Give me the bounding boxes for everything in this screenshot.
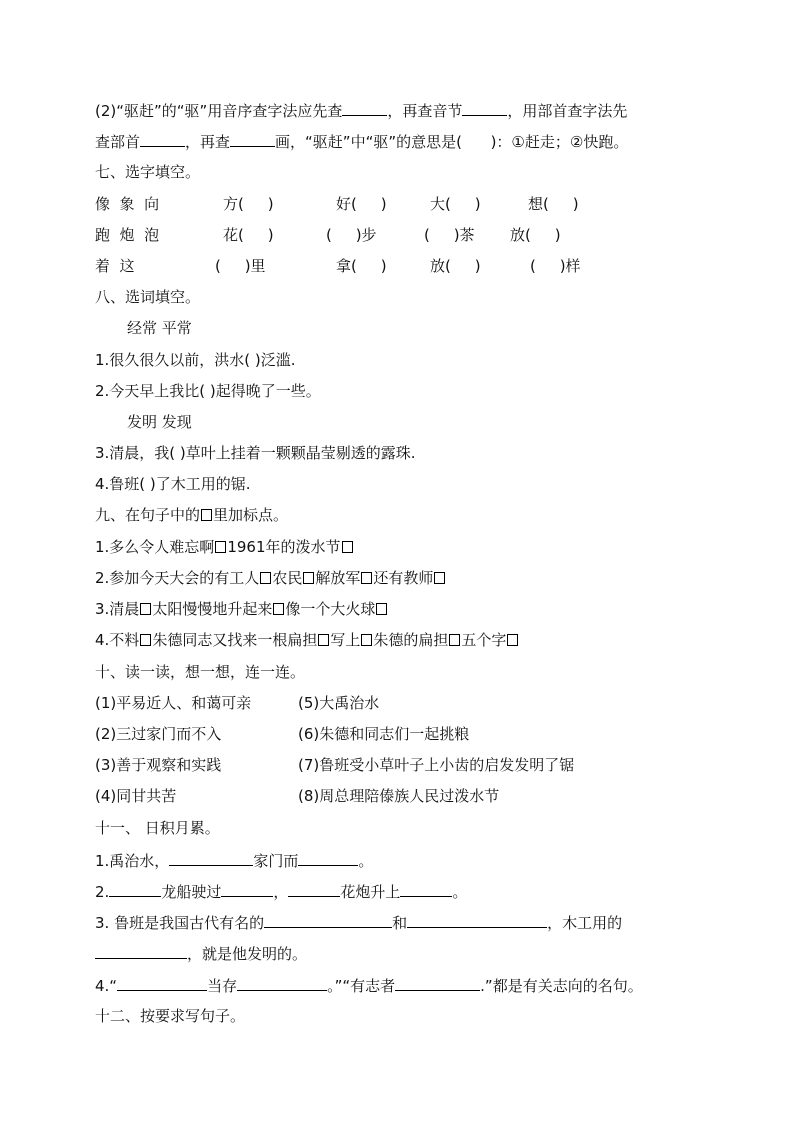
s7-row1-item3: 大( ) [430, 195, 481, 213]
punctuation-box[interactable] [303, 572, 314, 584]
punctuation-box[interactable] [140, 634, 151, 646]
s9-s4-part: 朱德同志又找来一根扁担 [152, 631, 318, 649]
s9-heading-b: 里加标点。 [213, 506, 289, 524]
punctuation-box[interactable] [376, 603, 387, 615]
s10-left-item-3[interactable]: (3)善于观察和实践 [95, 756, 222, 774]
s7-row3-item2: 拿( ) [336, 257, 387, 275]
answer-blank[interactable] [400, 881, 452, 897]
answer-blank[interactable] [237, 975, 327, 991]
s9-s2-part: 2.参加今天大会的有工人 [95, 569, 260, 587]
section-9-heading [95, 505, 714, 525]
s8-question-4: 4.鲁班( )了木工用的锯. [95, 475, 251, 493]
s10-right-item-7[interactable]: (7)鲁班受小草叶子上小齿的启发发明了锯 [298, 756, 575, 774]
answer-blank[interactable] [117, 975, 207, 991]
q6-2-line1 [95, 100, 714, 121]
s8-question-2: 2.今天早上我比( )起得晚了一些。 [95, 382, 321, 400]
answer-blank[interactable] [230, 131, 275, 147]
s11-question-4 [95, 975, 714, 996]
s7-row2-item4: 放( ) [510, 226, 561, 244]
s9-s1-part: 1.多么令人难忘啊 [95, 538, 215, 556]
s11-question-3-line1 [95, 912, 714, 933]
punctuation-box[interactable] [449, 634, 460, 646]
s10-left-item-4[interactable]: (4)同甘共苦 [95, 787, 177, 805]
s11-q2-text: 。 [452, 883, 468, 901]
s9-sentence-2 [95, 568, 714, 588]
s7-row3-item3: 放( ) [430, 257, 481, 275]
s9-s4-part: 写上 [330, 631, 361, 649]
q6-2-text-a: (2)“驱赶”的“驱”用音序查字法应先查 [95, 102, 343, 120]
punctuation-box[interactable] [507, 634, 518, 646]
s11-question-1 [95, 850, 714, 871]
s11-q1-text: 。 [358, 852, 374, 870]
answer-blank[interactable] [407, 912, 547, 928]
s9-s3-part: 3.清晨 [95, 600, 140, 618]
answer-blank[interactable] [140, 131, 185, 147]
s9-s2-part: 解放军 [315, 569, 361, 587]
punctuation-box[interactable] [260, 572, 271, 584]
s7-row1-chars: 像 象 向 [95, 195, 160, 213]
s8-word-choices-1: 经常 平常 [127, 319, 192, 337]
s9-sentence-3 [95, 599, 714, 619]
s11-q1-text: 1.禹治水， [95, 852, 170, 870]
s11-q4-text: 4.“ [95, 977, 118, 995]
s9-sentence-4 [95, 630, 714, 650]
punctuation-box[interactable] [361, 634, 372, 646]
section-7-heading: 七、选字填空。 [95, 163, 201, 181]
s11-q4-text: 。”“有志者 [327, 977, 396, 995]
punctuation-box[interactable] [215, 541, 226, 553]
s7-row1-item1: 方( ) [223, 195, 274, 213]
s10-left-item-1[interactable]: (1)平易近人、和蔼可亲 [95, 694, 252, 712]
s9-s3-part: 太阳慢慢地升起来 [152, 600, 273, 618]
s7-row2-chars: 跑 炮 泡 [95, 226, 160, 244]
s7-row2-item3: ( )茶 [424, 226, 475, 244]
section-12-heading: 十二、按要求写句子。 [95, 1007, 246, 1025]
answer-blank[interactable] [95, 943, 187, 959]
answer-blank[interactable] [395, 975, 480, 991]
q6-2-text-f: 画，“驱赶”中“驱”的意思是( )：①赶走；②快跑。 [275, 133, 629, 151]
s9-s4-part: 4.不料 [95, 631, 140, 649]
s9-s4-part: 五个字 [461, 631, 507, 649]
s7-row3-item4: ( )样 [530, 257, 581, 275]
punctuation-box[interactable] [361, 572, 372, 584]
s10-right-item-5[interactable]: (5)大禹治水 [298, 694, 380, 712]
s11-q4-text: .”都是有关志向的名句。 [480, 977, 643, 995]
s11-q2-text: 花炮升上 [340, 883, 401, 901]
s7-row1-item2: 好( ) [336, 195, 387, 213]
answer-blank[interactable] [462, 100, 507, 116]
q6-2-line2 [95, 131, 714, 152]
s11-q3-text: 3. 鲁班是我国古代有名的 [95, 914, 265, 932]
s9-sentence-1 [95, 537, 714, 557]
punctuation-box[interactable] [140, 603, 151, 615]
s11-question-2 [95, 881, 714, 902]
answer-blank[interactable] [342, 100, 387, 116]
s10-right-item-8[interactable]: (8)周总理陪傣族人民过泼水节 [298, 787, 500, 805]
s8-question-3: 3.清晨，我( )草叶上挂着一颗颗晶莹剔透的露珠. [95, 444, 416, 462]
q6-2-text-c: ，用部首查字法先 [507, 102, 628, 120]
section-10-heading: 十、读一读，想一想，连一连。 [95, 663, 306, 681]
q6-2-text-b: ，再查音节 [387, 102, 463, 120]
section-8-heading: 八、选词填空。 [95, 288, 201, 306]
punctuation-box[interactable] [273, 603, 284, 615]
answer-blank[interactable] [109, 881, 161, 897]
punctuation-box[interactable] [318, 634, 329, 646]
answer-blank[interactable] [221, 881, 273, 897]
s11-question-3-line2 [95, 943, 714, 964]
s11-q3-text: 和 [392, 914, 408, 932]
s7-row3-item1: ( )里 [215, 257, 266, 275]
section-11-heading: 十一、 日积月累。 [95, 819, 220, 837]
answer-blank[interactable] [169, 850, 253, 866]
s11-q3-text: ，木工用的 [547, 914, 623, 932]
answer-blank[interactable] [264, 912, 392, 928]
s11-q1-text: 家门而 [253, 852, 299, 870]
q6-2-text-d: 查部首 [95, 133, 141, 151]
s9-s2-part: 还有教师 [373, 569, 434, 587]
s11-q3-text: ，就是他发明的。 [187, 945, 308, 963]
punctuation-box [201, 509, 212, 521]
s9-s1-part: 1961年的泼水节 [227, 538, 341, 556]
s9-s3-part: 像一个大火球 [285, 600, 376, 618]
s9-s4-part: 朱德的扁担 [373, 631, 449, 649]
s8-question-1: 1.很久很久以前，洪水( )泛滥. [95, 351, 296, 369]
punctuation-box[interactable] [434, 572, 445, 584]
answer-blank[interactable] [298, 850, 358, 866]
s10-right-item-6[interactable]: (6)朱德和同志们一起挑粮 [298, 725, 470, 743]
punctuation-box[interactable] [342, 541, 353, 553]
s11-q2-text: 2. [95, 883, 110, 901]
s7-row3-chars: 着 这 [95, 257, 135, 275]
s10-left-item-2[interactable]: (2)三过家门而不入 [95, 725, 222, 743]
s9-s2-part: 农民 [272, 569, 303, 587]
s9-heading-a: 九、在句子中的 [95, 506, 201, 524]
s7-row2-item1: 花( ) [223, 226, 274, 244]
q6-2-text-e: ，再查 [185, 133, 231, 151]
s7-row2-item2: ( )步 [326, 226, 377, 244]
s11-q2-text: 龙船驶过 [161, 883, 222, 901]
s8-word-choices-2: 发明 发现 [127, 413, 192, 431]
answer-blank[interactable] [288, 881, 340, 897]
s11-q2-text: ， [273, 883, 289, 901]
s11-q4-text: 当存 [207, 977, 238, 995]
s7-row1-item4: 想( ) [528, 195, 579, 213]
